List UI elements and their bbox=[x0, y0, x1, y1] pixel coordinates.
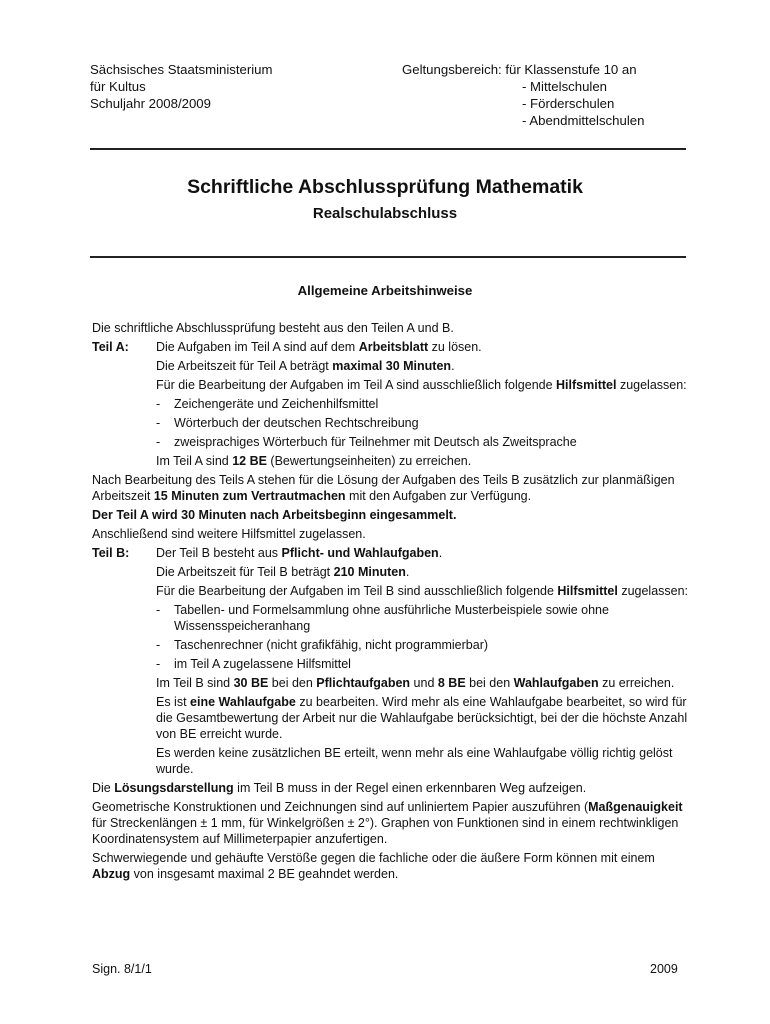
list-item: - Zeichengeräte und Zeichenhilfsmittel bbox=[156, 397, 379, 411]
document-subtitle: Realschulabschluss bbox=[312, 205, 458, 222]
top-divider bbox=[90, 148, 686, 150]
issuer-line: für Kultus bbox=[90, 79, 146, 94]
additional-aids-note: Anschließend sind weitere Hilfsmittel zugelassen. bbox=[92, 527, 366, 541]
teil-b-line: Für die Bearbeitung der Aufgaben im Teil B sind ausschließlich folgende Hilfsmittel zugelassen: bbox=[156, 584, 689, 598]
teil-b-label: Teil B: bbox=[92, 546, 130, 560]
intro-paragraph: Die schriftliche Abschlussprüfung besteht aus den Teilen A und B. bbox=[92, 321, 454, 335]
teil-a-label: Teil A: bbox=[92, 340, 129, 354]
footer-signature: Sign. 8/1/1 bbox=[92, 962, 152, 976]
solution-presentation-paragraph: Die Lösungsdarstellung im Teil B muss in der Regel einen erkennbaren Weg aufzeigen. bbox=[92, 781, 587, 795]
teil-a-line: Im Teil A sind 12 BE (Bewertungseinheiten) zu erreichen. bbox=[156, 454, 472, 468]
header-scope bbox=[402, 61, 644, 129]
school-year: Schuljahr 2008/2009 bbox=[90, 96, 211, 111]
list-item: - zweisprachiges Wörterbuch für Teilnehmer mit Deutsch als Zweitsprache bbox=[156, 435, 577, 449]
teil-b-block bbox=[92, 545, 692, 777]
scope-item: - Mittelschulen bbox=[522, 79, 608, 94]
deduction-paragraph: Schwerwiegende und gehäufte Verstöße gegen die fachliche oder die äußere Form können mit einem Abzug von insgesamt maximal 2 BE geahndet werden. bbox=[92, 851, 655, 881]
teil-b-line: Es werden keine zusätzlichen BE erteilt, wenn mehr als eine Wahlaufgabe völlig richtig gelöst wurde. bbox=[156, 746, 673, 776]
footer-year: 2009 bbox=[650, 962, 678, 976]
scope-item: - Abendmittelschulen bbox=[522, 113, 645, 128]
teil-b-line: Es ist eine Wahlaufgabe zu bearbeiten. Wird mehr als eine Wahlaufgabe bearbeitet, so wird für die Gesamtbewertung der Arbeit nur die Wahlaufgabe berücksichtigt, bei der die höchste Anzahl von BE erreicht wurde. bbox=[156, 695, 688, 741]
scope-title: Geltungsbereich: für Klassenstufe 10 an bbox=[402, 62, 637, 77]
list-item: - im Teil A zugelassene Hilfsmittel bbox=[156, 657, 351, 671]
teil-a-line: Die Arbeitszeit für Teil A beträgt maximal 30 Minuten. bbox=[156, 359, 455, 373]
transition-paragraph: Nach Bearbeitung des Teils A stehen für die Lösung der Aufgaben des Teils B zusätzlich zur planmäßigen Arbeitszeit 15 Minuten zum Vertrautmachen mit den Aufgaben zur Verfügung. bbox=[92, 473, 675, 503]
header-issuer bbox=[90, 61, 273, 112]
title-divider bbox=[90, 256, 686, 258]
list-item: - Wörterbuch der deutschen Rechtschreibung bbox=[156, 416, 419, 430]
section-heading: Allgemeine Arbeitshinweise bbox=[297, 283, 473, 298]
geometry-paragraph: Geometrische Konstruktionen und Zeichnungen sind auf unliniertem Papier auszuführen (Maßgenauigkeit für Streckenlängen ± 1 mm, für Winkelgrößen ± 2°). Graphen von Funktionen sind in einem rechtwinkligen Koordinatensystem auf Millimeterpapier anzufertigen. bbox=[92, 800, 683, 846]
list-item: - Taschenrechner (nicht grafikfähig, nicht programmierbar) bbox=[156, 638, 489, 652]
teil-a-block bbox=[92, 339, 692, 469]
document-title: Schriftliche Abschlussprüfung Mathematik bbox=[187, 176, 583, 198]
scope-item: - Förderschulen bbox=[522, 96, 615, 111]
teil-a-line: Die Aufgaben im Teil A sind auf dem Arbeitsblatt zu lösen. bbox=[156, 340, 482, 354]
instructions-body bbox=[92, 320, 692, 882]
collection-notice: Der Teil A wird 30 Minuten nach Arbeitsbeginn eingesammelt. bbox=[92, 508, 457, 522]
teil-b-line: Der Teil B besteht aus Pflicht- und Wahlaufgaben. bbox=[156, 546, 443, 560]
issuer-line: Sächsisches Staatsministerium bbox=[90, 62, 273, 77]
teil-b-line: Im Teil B sind 30 BE bei den Pflichtaufgaben und 8 BE bei den Wahlaufgaben zu erreichen. bbox=[156, 676, 675, 690]
list-item: - Tabellen- und Formelsammlung ohne ausführliche Musterbeispiele sowie ohne Wissensspeicheranhang bbox=[156, 603, 609, 633]
teil-a-line: Für die Bearbeitung der Aufgaben im Teil A sind ausschließlich folgende Hilfsmittel zugelassen: bbox=[156, 378, 687, 392]
teil-b-line: Die Arbeitszeit für Teil B beträgt 210 Minuten. bbox=[156, 565, 410, 579]
